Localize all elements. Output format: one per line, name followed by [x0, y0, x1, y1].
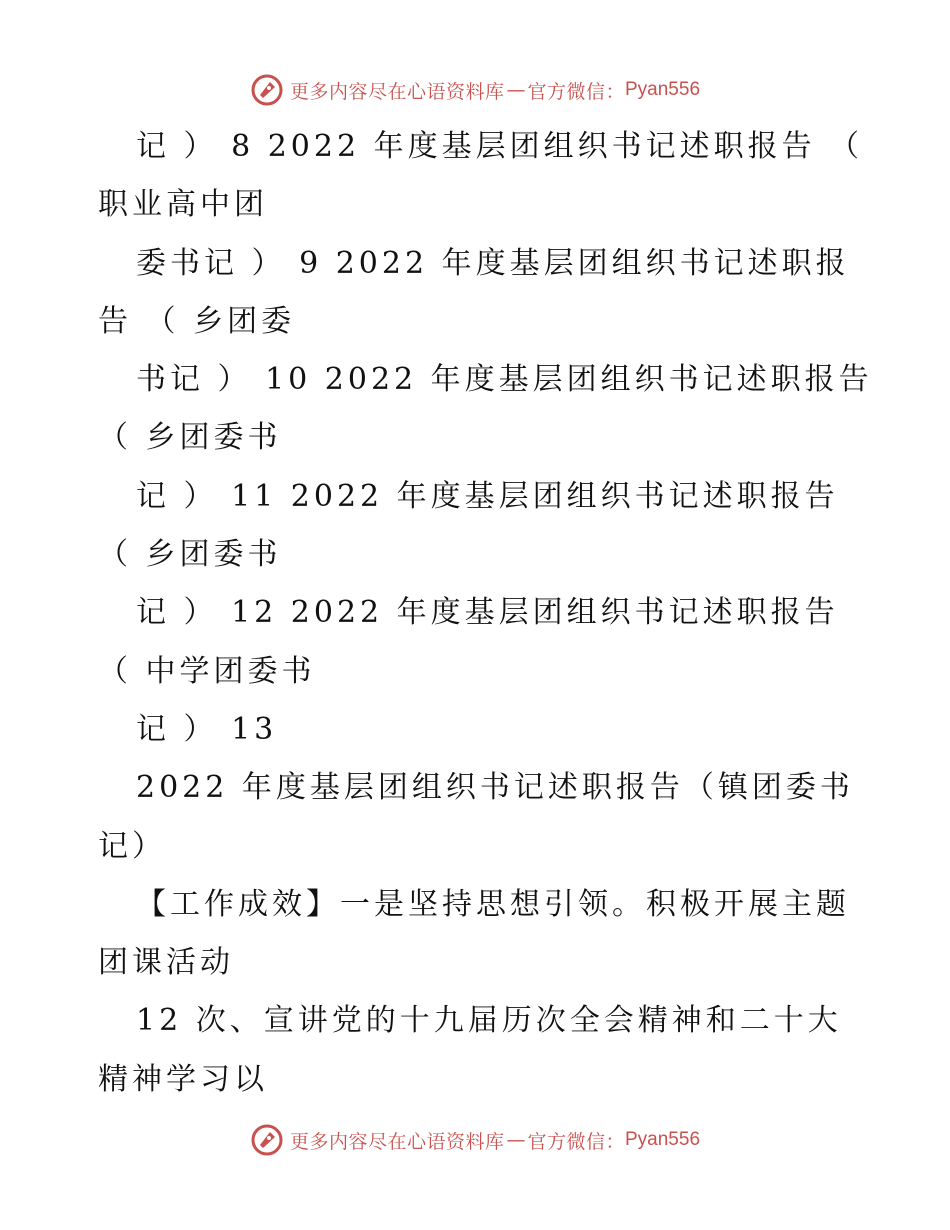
text-line: 【工作成效】一是坚持思想引领。积极开展主题	[136, 886, 850, 922]
banner-contact-label: 官方微信：	[527, 80, 625, 103]
pen-nib-logo-icon	[250, 1123, 284, 1157]
header-banner	[0, 70, 950, 110]
banner-wechat-id: Pyan556	[625, 79, 701, 100]
text-line: 精神学习以	[98, 1061, 268, 1097]
text-line: （ 乡团委书	[98, 537, 282, 573]
text-line: 记 ） 13	[136, 711, 278, 747]
text-line: 2022 年度基层团组织书记述职报告（镇团委书	[136, 770, 854, 806]
text-line: （ 乡团委书	[98, 420, 282, 456]
pen-nib-logo-icon	[250, 73, 284, 107]
banner-contact-label: 官方微信：	[527, 1130, 625, 1153]
text-line: 团课活动	[98, 945, 234, 981]
text-line: 委书记 ） 9 2022 年度基层团组织书记述职报	[136, 245, 850, 281]
banner-slogan: 更多内容尽在心语资料库	[289, 80, 505, 103]
text-line: 记 ） 8 2022 年度基层团组织书记述职报告 （	[136, 129, 864, 164]
text-line: 记）	[98, 828, 166, 864]
banner-separator: —	[506, 79, 526, 101]
document-body	[98, 118, 873, 1109]
text-line: 12 次、宣讲党的十九届历次全会精神和二十大	[136, 1003, 842, 1039]
banner-separator: —	[506, 1129, 526, 1151]
text-line: （ 中学团委书	[98, 653, 316, 689]
banner-wechat-id: Pyan556	[625, 1129, 701, 1150]
text-line: 告 （ 乡团委	[98, 303, 296, 339]
text-line: 书记 ） 10 2022 年度基层团组织书记述职报告	[136, 362, 873, 398]
text-line: 职业高中团	[98, 187, 268, 223]
text-line: 记 ） 12 2022 年度基层团组织书记述职报告	[136, 595, 839, 631]
footer-banner	[0, 1120, 950, 1160]
banner-slogan: 更多内容尽在心语资料库	[289, 1130, 505, 1153]
text-line: 记 ） 11 2022 年度基层团组织书记述职报告	[136, 478, 839, 514]
